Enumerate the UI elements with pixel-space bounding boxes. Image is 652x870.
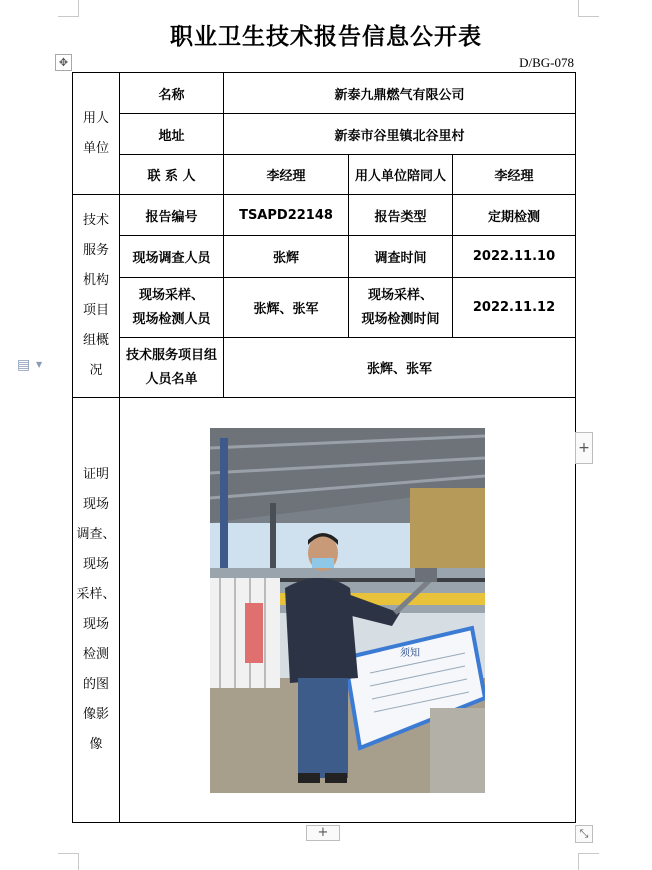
report-no-label: 报告编号 <box>120 195 224 236</box>
chevron-down-icon[interactable]: ▼ <box>36 360 43 369</box>
employer-section-label: 用人 单位 <box>73 73 120 195</box>
site-photo[interactable] <box>210 428 485 793</box>
contact-label: 联 系 人 <box>120 155 224 195</box>
survey-staff-value[interactable]: 张辉 <box>224 236 349 278</box>
page-corner-mark <box>578 853 599 870</box>
page-corner-mark <box>58 0 79 17</box>
report-type-value[interactable]: 定期检测 <box>453 195 576 236</box>
team-label: 技术服务项目组 人员名单 <box>120 338 224 398</box>
document-icon[interactable]: ▤ <box>17 357 31 373</box>
page-corner-mark <box>578 0 599 17</box>
name-label: 名称 <box>120 73 224 114</box>
service-section-label: 技术 服务 机构 项目 组概 况 <box>73 195 120 398</box>
sampling-staff-label: 现场采样、 现场检测人员 <box>120 278 224 338</box>
move-icon[interactable]: ✥ <box>55 54 72 71</box>
document-number: D/BG-078 <box>519 55 574 70</box>
add-column-button[interactable]: + <box>575 432 593 464</box>
contact-value[interactable]: 李经理 <box>224 155 349 195</box>
page-corner-mark <box>58 853 79 870</box>
sampling-staff-value[interactable]: 张辉、张军 <box>224 278 349 338</box>
photo-cell <box>120 398 576 823</box>
page-title: 职业卫生技术报告信息公开表 <box>170 23 482 50</box>
report-type-label: 报告类型 <box>349 195 453 236</box>
name-value[interactable]: 新泰九鼎燃气有限公司 <box>224 73 576 114</box>
escort-value[interactable]: 李经理 <box>453 155 576 195</box>
survey-time-value[interactable]: 2022.11.10 <box>453 236 576 278</box>
sampling-time-value[interactable]: 2022.11.12 <box>453 278 576 338</box>
address-value[interactable]: 新泰市谷里镇北谷里村 <box>224 114 576 155</box>
survey-staff-label: 现场调查人员 <box>120 236 224 278</box>
sampling-time-label: 现场采样、 现场检测时间 <box>349 278 453 338</box>
report-no-value[interactable]: TSAPD22148 <box>224 195 349 236</box>
info-table <box>72 72 576 823</box>
survey-time-label: 调查时间 <box>349 236 453 278</box>
resize-icon[interactable]: ⤡ <box>575 825 593 843</box>
escort-label: 用人单位陪同人 <box>349 155 453 195</box>
svg-text:须知: 须知 <box>400 647 420 659</box>
address-label: 地址 <box>120 114 224 155</box>
add-row-button[interactable]: + <box>306 825 340 841</box>
team-value[interactable]: 张辉、张军 <box>224 338 576 398</box>
photo-section-label: 证明 现场 调查、 现场 采样、 现场 检测 的图 像影 像 <box>73 398 120 823</box>
